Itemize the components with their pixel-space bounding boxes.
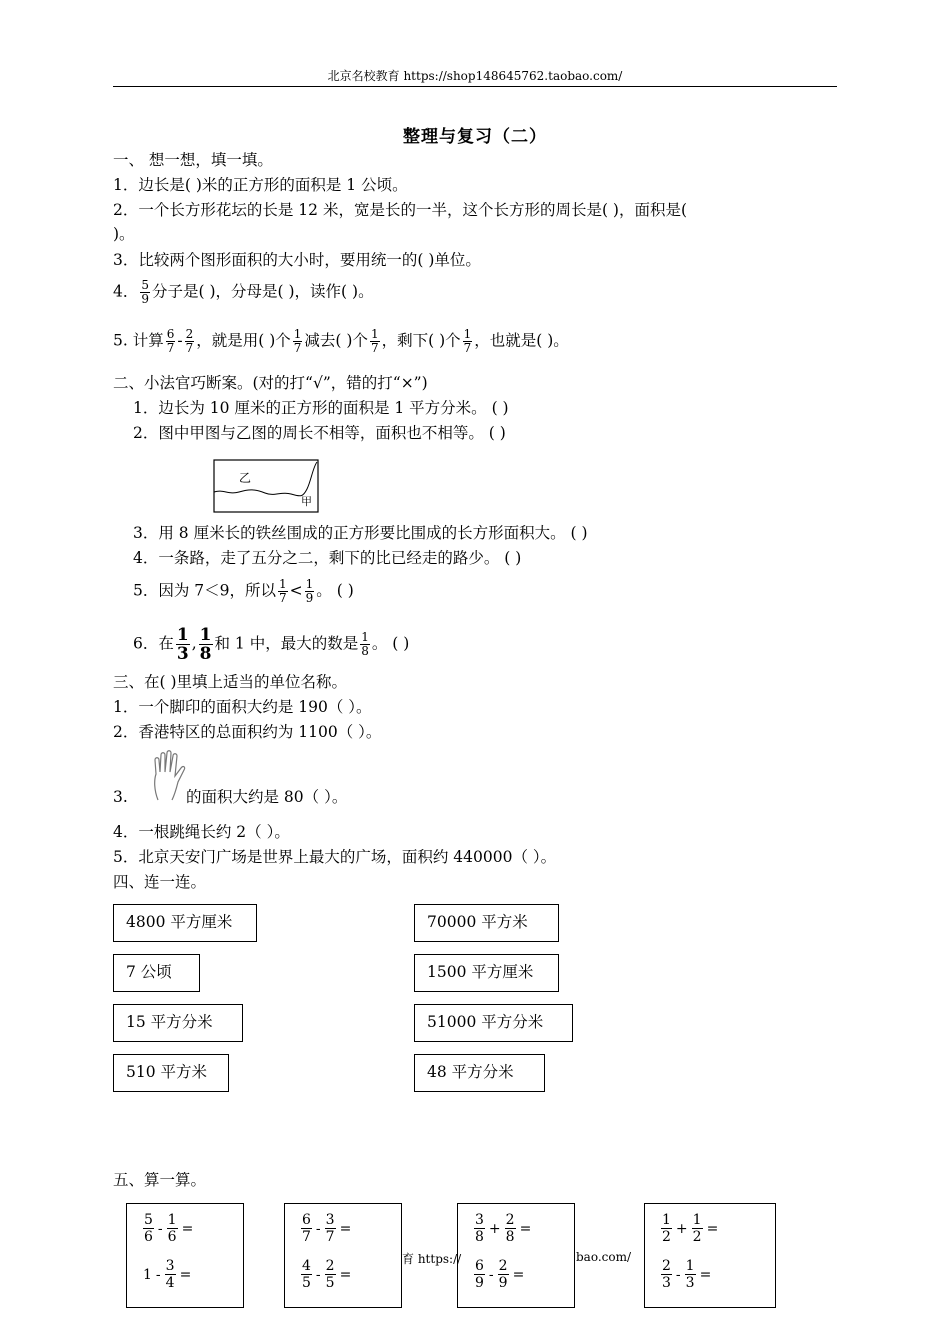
calc-row xyxy=(141,1258,193,1291)
denominator: 8 xyxy=(361,644,369,658)
denominator: 3 xyxy=(685,1275,695,1291)
denominator: 7 xyxy=(279,591,287,605)
s3-q3-suffix: 的面积大约是 80（ ）。 xyxy=(186,788,348,806)
s1-q2a: 2．一个长方形花坛的长是 12 米，宽是长的一半，这个长方形的周长是( )，面积是( xyxy=(113,201,688,219)
s2-q6 xyxy=(133,626,409,663)
fraction xyxy=(505,1212,516,1245)
calc-row xyxy=(299,1258,353,1291)
fraction xyxy=(278,578,288,605)
fraction xyxy=(301,1258,312,1291)
numerator: 3 xyxy=(165,1258,175,1274)
operator: - xyxy=(315,1220,321,1237)
numerator: 1 xyxy=(361,630,369,644)
numerator: 1 xyxy=(176,625,189,645)
fraction xyxy=(293,328,303,355)
operator: - xyxy=(315,1266,321,1283)
s2-q6-suffix: 。 ( ) xyxy=(371,634,410,653)
denominator: 3 xyxy=(176,644,189,664)
denominator: 3 xyxy=(662,1275,671,1291)
calc-box-1 xyxy=(126,1203,244,1308)
fraction xyxy=(498,1258,509,1291)
equals-sign: = xyxy=(179,1266,192,1283)
calc-box-2 xyxy=(284,1203,402,1308)
s1-q2b: )。 xyxy=(113,225,135,243)
denominator: 7 xyxy=(293,341,302,355)
operator: - xyxy=(675,1266,681,1283)
figure-label-yi: 乙 xyxy=(239,471,252,485)
numerator: 1 xyxy=(305,577,314,591)
fraction xyxy=(474,1212,485,1245)
denominator: 9 xyxy=(141,292,150,306)
fraction xyxy=(176,626,190,663)
fraction xyxy=(305,578,315,605)
numerator: 6 xyxy=(475,1258,484,1274)
less-than-sign: < xyxy=(289,581,303,600)
s2-q3: 3．用 8 厘米长的铁丝围成的正方形要比围成的长方形面积大。 ( ) xyxy=(133,524,588,542)
equals-sign: = xyxy=(519,1220,532,1237)
hand-icon xyxy=(152,750,186,802)
s2-q4: 4．一条路，走了五分之二，剩下的比已经走的路少。 ( ) xyxy=(133,549,522,567)
denominator: 9 xyxy=(498,1275,508,1291)
numerator: 6 xyxy=(302,1212,311,1228)
match-right-1[interactable]: 70000 平方米 xyxy=(414,904,559,942)
match-left-1[interactable]: 4800 平方厘米 xyxy=(113,904,257,942)
denominator: 6 xyxy=(167,1229,177,1245)
calc-box-3 xyxy=(457,1203,575,1308)
numerator: 5 xyxy=(144,1212,153,1228)
fraction xyxy=(140,279,150,306)
equals-sign: = xyxy=(181,1220,194,1237)
fraction xyxy=(166,328,176,355)
denominator: 7 xyxy=(166,341,175,355)
fraction xyxy=(301,1212,312,1245)
fraction xyxy=(661,1258,672,1291)
footer-watermark-left: 育 https:// xyxy=(402,1252,462,1266)
hand-icon-drawing xyxy=(152,750,186,802)
equals-sign: = xyxy=(339,1220,352,1237)
numerator: 1 xyxy=(685,1258,695,1274)
section1-heading: 一、 想一想，填一填。 xyxy=(113,151,273,169)
section2-heading: 二、小法官巧断案。(对的打“√”，错的打“×”) xyxy=(113,374,428,392)
section3-heading: 三、在( )里填上适当的单位名称。 xyxy=(113,673,348,691)
calc-row xyxy=(472,1258,526,1291)
denominator: 7 xyxy=(463,341,472,355)
denominator: 5 xyxy=(302,1275,311,1291)
denominator: 9 xyxy=(475,1275,484,1291)
s1-q5-text4: ，也就是( )。 xyxy=(474,331,569,350)
s2-q1: 1．边长为 10 厘米的正方形的面积是 1 平方分米。 ( ) xyxy=(133,399,509,417)
numerator: 2 xyxy=(505,1212,515,1228)
numerator: 1 xyxy=(167,1212,177,1228)
match-left-2[interactable]: 7 公顷 xyxy=(113,954,200,992)
s2-q5 xyxy=(133,578,354,605)
shape-figure xyxy=(213,459,319,513)
numerator: 2 xyxy=(325,1258,335,1274)
denominator: 4 xyxy=(165,1275,175,1291)
equals-sign: = xyxy=(339,1266,352,1283)
denominator: 9 xyxy=(305,591,314,605)
numerator: 1 xyxy=(370,327,379,341)
fraction xyxy=(360,631,370,658)
s1-q3: 3．比较两个图形面积的大小时，要用统一的( )单位。 xyxy=(113,251,481,269)
s1-q5-text3: ，剩下( )个 xyxy=(381,331,461,350)
operator: + xyxy=(675,1220,688,1237)
fraction xyxy=(474,1258,485,1291)
numerator: 4 xyxy=(302,1258,311,1274)
equals-sign: = xyxy=(699,1266,712,1283)
fraction xyxy=(143,1212,154,1245)
operator: - xyxy=(155,1266,161,1283)
numerator: 1 xyxy=(662,1212,671,1228)
calc-row xyxy=(659,1212,720,1245)
numerator: 1 xyxy=(463,327,472,341)
denominator: 5 xyxy=(325,1275,335,1291)
s3-q1: 1．一个脚印的面积大约是 190（ ）。 xyxy=(113,698,372,716)
s1-q1: 1．边长是( )米的正方形的面积是 1 公顷。 xyxy=(113,176,408,194)
section5-heading: 五、算一算。 xyxy=(113,1171,207,1189)
operator: + xyxy=(488,1220,501,1237)
calc-row xyxy=(659,1258,713,1291)
s3-q3-prefix: 3. xyxy=(113,788,128,806)
denominator: 2 xyxy=(692,1229,702,1245)
operator: - xyxy=(488,1266,494,1283)
fraction xyxy=(692,1212,703,1245)
operator: - xyxy=(157,1220,163,1237)
whole-number: 1 xyxy=(143,1266,152,1283)
fraction xyxy=(185,328,195,355)
fraction xyxy=(165,1258,176,1291)
s3-q4: 4．一根跳绳长约 2（ ）。 xyxy=(113,823,290,841)
denominator: 8 xyxy=(475,1229,484,1245)
denominator: 7 xyxy=(370,341,379,355)
fraction xyxy=(167,1212,178,1245)
s1-q5-prefix: 5. 计算 xyxy=(113,331,164,350)
denominator: 2 xyxy=(662,1229,671,1245)
page-title: 整理与复习（二） xyxy=(403,127,547,147)
page-header: 北京名校教育 https://shop148645762.taobao.com/ xyxy=(327,69,623,83)
s1-q4-prefix: 4． xyxy=(113,282,139,301)
calc-row xyxy=(472,1212,533,1245)
s2-q5-prefix: 5．因为 7＜9，所以 xyxy=(133,581,277,600)
equals-sign: = xyxy=(512,1266,525,1283)
s2-q6-prefix: 6．在 xyxy=(133,634,174,653)
fraction xyxy=(685,1258,696,1291)
numerator: 5 xyxy=(141,278,150,292)
comma: , xyxy=(191,634,197,653)
numerator: 1 xyxy=(279,577,287,591)
section4-heading: 四、连一连。 xyxy=(113,873,207,891)
denominator: 6 xyxy=(144,1229,153,1245)
denominator: 7 xyxy=(302,1229,311,1245)
numerator: 1 xyxy=(293,327,302,341)
header-divider xyxy=(113,86,837,87)
numerator: 3 xyxy=(475,1212,484,1228)
numerator: 1 xyxy=(199,625,212,645)
fraction xyxy=(661,1212,672,1245)
denominator: 7 xyxy=(325,1229,335,1245)
denominator: 8 xyxy=(505,1229,515,1245)
calc-box-4 xyxy=(644,1203,776,1308)
calc-row xyxy=(299,1212,353,1245)
fraction xyxy=(463,328,473,355)
numerator: 2 xyxy=(662,1258,671,1274)
denominator: 7 xyxy=(185,341,194,355)
footer-watermark-right: bao.com/ xyxy=(576,1250,632,1264)
figure-label-jia: 甲 xyxy=(301,495,312,508)
numerator: 3 xyxy=(325,1212,335,1228)
s2-q6-mid: 和 1 中，最大的数是 xyxy=(214,634,359,653)
fraction xyxy=(199,626,213,663)
minus-sign: - xyxy=(177,331,183,350)
fraction xyxy=(325,1212,336,1245)
numerator: 2 xyxy=(498,1258,508,1274)
s1-q5 xyxy=(113,328,569,355)
fraction xyxy=(370,328,380,355)
match-right-2[interactable]: 1500 平方厘米 xyxy=(414,954,559,992)
equals-sign: = xyxy=(706,1220,719,1237)
calc-row xyxy=(141,1212,195,1245)
s3-q5: 5．北京天安门广场是世界上最大的广场，面积约 440000（ ）。 xyxy=(113,848,557,866)
numerator: 2 xyxy=(185,327,194,341)
s2-q2: 2．图中甲图与乙图的周长不相等，面积也不相等。 ( ) xyxy=(133,424,506,442)
fraction xyxy=(325,1258,336,1291)
numerator: 6 xyxy=(166,327,175,341)
match-right-4[interactable]: 48 平方分米 xyxy=(414,1054,545,1092)
match-right-3[interactable]: 51000 平方分米 xyxy=(414,1004,573,1042)
numerator: 1 xyxy=(692,1212,702,1228)
match-left-4[interactable]: 510 平方米 xyxy=(113,1054,229,1092)
match-left-3[interactable]: 15 平方分米 xyxy=(113,1004,243,1042)
s2-q5-suffix: 。 ( ) xyxy=(316,581,354,600)
s3-q2: 2．香港特区的总面积约为 1100（ ）。 xyxy=(113,723,382,741)
s1-q5-text2: 减去( )个 xyxy=(304,331,368,350)
s1-q5-text1: ，就是用( )个 xyxy=(196,331,291,350)
denominator: 8 xyxy=(199,644,212,664)
s1-q4-suffix: 分子是( )，分母是( )，读作( )。 xyxy=(152,282,374,301)
s1-q4 xyxy=(113,279,374,306)
